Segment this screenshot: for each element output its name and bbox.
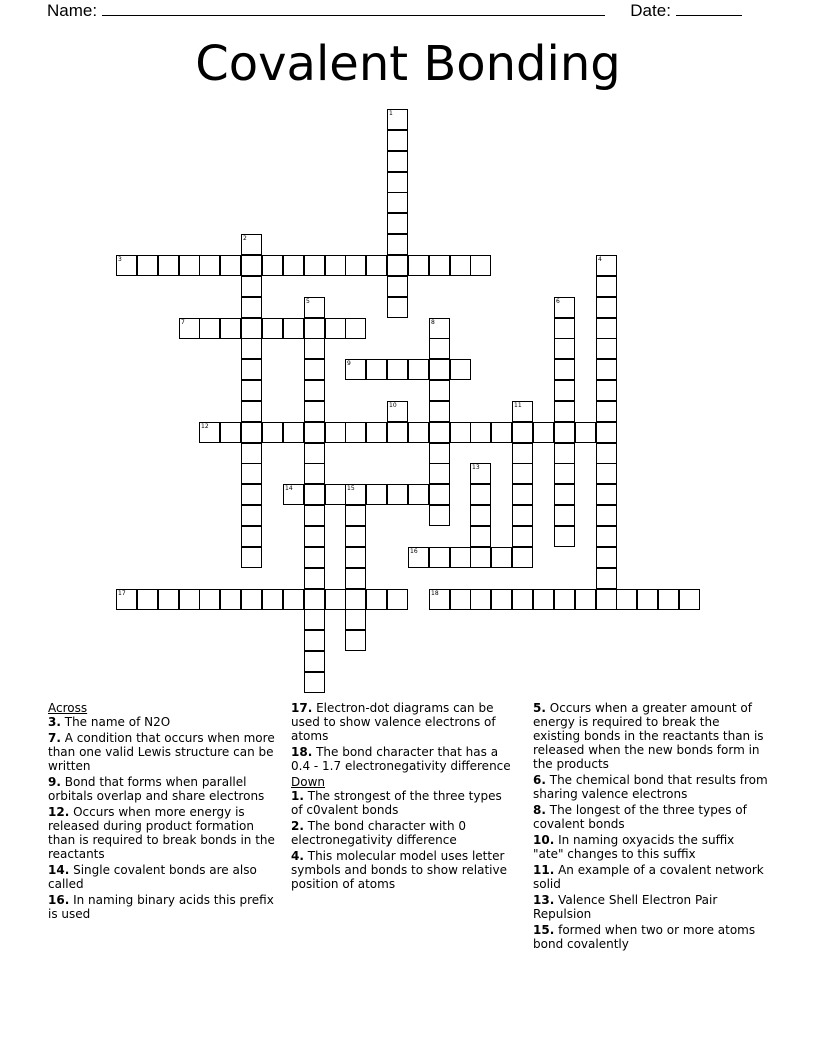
crossword-cell[interactable] (554, 297, 575, 318)
crossword-cell[interactable] (533, 589, 554, 610)
crossword-cell[interactable] (450, 359, 471, 380)
clue-column-3 (533, 701, 768, 953)
crossword-cell[interactable] (408, 547, 429, 568)
clue-across-12: 12. Occurs when more energy is released during product formation than is required to break bonds in the reactants (48, 805, 275, 861)
crossword-cell[interactable] (325, 484, 346, 505)
crossword-cell[interactable] (596, 380, 617, 401)
clue-down-2: 2. The bond character with 0 electronegativity difference (291, 819, 467, 847)
clue-number: 2 (243, 235, 247, 242)
crossword-cell[interactable] (283, 255, 304, 276)
across-heading: Across (48, 701, 88, 715)
crossword-cell[interactable] (220, 255, 241, 276)
crossword-cell[interactable] (158, 589, 179, 610)
crossword-cell[interactable] (429, 255, 450, 276)
crossword-cell[interactable] (241, 463, 262, 484)
crossword-cell[interactable] (283, 422, 304, 443)
crossword-cell[interactable] (429, 422, 450, 443)
crossword-cell[interactable] (575, 589, 596, 610)
crossword-cell[interactable] (304, 672, 325, 693)
crossword-cell[interactable] (387, 401, 408, 422)
crossword-cell[interactable] (325, 422, 346, 443)
crossword-cell[interactable] (491, 422, 512, 443)
crossword-cell[interactable] (304, 609, 325, 630)
crossword-cell[interactable] (429, 589, 450, 610)
crossword-cell[interactable] (304, 526, 325, 547)
clue-number: 12 (201, 423, 209, 430)
crossword-cell[interactable] (241, 401, 262, 422)
crossword-cell[interactable] (137, 589, 158, 610)
crossword-cell[interactable] (345, 609, 366, 630)
clue-number: 18 (431, 590, 439, 597)
crossword-cell[interactable] (262, 318, 283, 339)
crossword-cell[interactable] (241, 338, 262, 359)
crossword-cell[interactable] (596, 338, 617, 359)
crossword-cell[interactable] (304, 338, 325, 359)
crossword-cell[interactable] (241, 297, 262, 318)
crossword-cell[interactable] (387, 255, 408, 276)
down-heading: Down (291, 775, 326, 789)
crossword-cell[interactable] (429, 505, 450, 526)
crossword-cell[interactable] (345, 318, 366, 339)
crossword-cell[interactable] (304, 589, 325, 610)
crossword-cell[interactable] (179, 318, 200, 339)
crossword-cell[interactable] (199, 422, 220, 443)
crossword-cell[interactable] (554, 359, 575, 380)
crossword-cell[interactable] (408, 422, 429, 443)
crossword-cell[interactable] (554, 526, 575, 547)
crossword-cell[interactable] (596, 443, 617, 464)
crossword-cell[interactable] (325, 255, 346, 276)
clue-across-17: 17. Electron-dot diagrams can be used to show valence electrons of atoms (291, 701, 496, 743)
clue-number: 16 (410, 548, 418, 555)
crossword-cell[interactable] (345, 359, 366, 380)
clue-number: 17 (118, 590, 126, 597)
crossword-cell[interactable] (408, 255, 429, 276)
crossword-cell[interactable] (450, 589, 471, 610)
crossword-cell[interactable] (470, 422, 491, 443)
clue-number: 3 (118, 256, 122, 263)
clue-down-15: 15. formed when two or more atoms bond covalently (533, 923, 756, 951)
clue-number: 13 (472, 464, 480, 471)
crossword-cell[interactable] (470, 484, 491, 505)
crossword-cell[interactable] (554, 338, 575, 359)
page-title: Covalent Bonding (195, 36, 621, 92)
crossword-cell[interactable] (450, 255, 471, 276)
clue-number: 5 (306, 298, 310, 305)
crossword-cell[interactable] (158, 255, 179, 276)
crossword-cell[interactable] (512, 463, 533, 484)
crossword-cell[interactable] (241, 276, 262, 297)
clue-number: 10 (389, 402, 397, 409)
crossword-cell[interactable] (429, 338, 450, 359)
crossword-cell[interactable] (408, 484, 429, 505)
crossword-cell[interactable] (387, 276, 408, 297)
crossword-cell[interactable] (304, 484, 325, 505)
crossword-cell[interactable] (450, 422, 471, 443)
clue-number: 8 (431, 319, 435, 326)
crossword-cell[interactable] (304, 547, 325, 568)
crossword-cell[interactable] (616, 589, 637, 610)
clue-down-10: 10. In naming oxyacids the suffix "ate" changes to this suffix (533, 833, 735, 861)
clue-number: 1 (389, 110, 393, 117)
crossword-cell[interactable] (554, 318, 575, 339)
clue-number: 6 (556, 298, 560, 305)
clue-down-4: 4. This molecular model uses letter symbols and bonds to show relative position of atoms (291, 849, 507, 891)
crossword-cell[interactable] (241, 589, 262, 610)
crossword-cell[interactable] (596, 526, 617, 547)
crossword-cell[interactable] (387, 359, 408, 380)
crossword-cell[interactable] (241, 255, 262, 276)
crossword-cell[interactable] (596, 255, 617, 276)
clue-down-5: 5. Occurs when a greater amount of energy is required to break the existing bonds in the reactants than is released when the new bonds form in the products (533, 701, 764, 771)
crossword-cell[interactable] (241, 547, 262, 568)
crossword-cell[interactable] (387, 151, 408, 172)
crossword-cell[interactable] (512, 505, 533, 526)
crossword-cell[interactable] (387, 213, 408, 234)
date-label: Date: (630, 1, 671, 20)
crossword-cell[interactable] (470, 589, 491, 610)
clue-across-14: 14. Single covalent bonds are also called (48, 863, 257, 891)
crossword-cell[interactable] (304, 630, 325, 651)
crossword-cell[interactable] (199, 589, 220, 610)
crossword-cell[interactable] (429, 318, 450, 339)
crossword-cell[interactable] (220, 422, 241, 443)
crossword-cell[interactable] (429, 401, 450, 422)
crossword-cell[interactable] (512, 526, 533, 547)
crossword-cell[interactable] (241, 359, 262, 380)
crossword-cell[interactable] (470, 505, 491, 526)
crossword-cell[interactable] (387, 172, 408, 193)
crossword-cell[interactable] (387, 130, 408, 151)
crossword-cell[interactable] (304, 463, 325, 484)
crossword-cell[interactable] (304, 443, 325, 464)
crossword-cell[interactable] (366, 589, 387, 610)
crossword-cell[interactable] (387, 484, 408, 505)
crossword-cell[interactable] (304, 401, 325, 422)
crossword-cell[interactable] (179, 589, 200, 610)
crossword-cell[interactable] (325, 589, 346, 610)
clue-across-7: 7. A condition that occurs when more than one valid Lewis structure can be written (48, 731, 275, 773)
crossword-cell[interactable] (429, 547, 450, 568)
crossword-cell[interactable] (304, 568, 325, 589)
clue-across-16: 16. In naming binary acids this prefix is used (48, 893, 274, 921)
crossword-cell[interactable] (387, 234, 408, 255)
crossword-cell[interactable] (596, 505, 617, 526)
crossword-cell[interactable] (137, 255, 158, 276)
crossword-cell[interactable] (512, 589, 533, 610)
crossword-cell[interactable] (429, 484, 450, 505)
crossword-cell[interactable] (596, 422, 617, 443)
crossword-cell[interactable] (304, 505, 325, 526)
crossword-cell[interactable] (241, 443, 262, 464)
crossword-cell[interactable] (283, 318, 304, 339)
crossword-cell[interactable] (345, 505, 366, 526)
crossword-cell[interactable] (596, 463, 617, 484)
clue-down-8: 8. The longest of the three types of covalent bonds (533, 803, 747, 831)
crossword-cell[interactable] (241, 234, 262, 255)
clue-number: 7 (181, 319, 185, 326)
crossword-cell[interactable] (345, 255, 366, 276)
crossword-cell[interactable] (554, 505, 575, 526)
clue-down-6: 6. The chemical bond that results from sharing valence electrons (533, 773, 768, 801)
crossword-cell[interactable] (366, 359, 387, 380)
crossword-cell[interactable] (304, 422, 325, 443)
crossword-cell[interactable] (241, 422, 262, 443)
crossword-cell[interactable] (554, 401, 575, 422)
crossword-cell[interactable] (345, 630, 366, 651)
clue-column-1 (48, 701, 280, 923)
crossword-cell[interactable] (304, 359, 325, 380)
crossword-cell[interactable] (554, 422, 575, 443)
crossword-cell[interactable] (491, 589, 512, 610)
crossword-cell[interactable] (596, 589, 617, 610)
clue-across-18: 18. The bond character that has a 0.4 - 1.7 electronegativity difference (291, 745, 511, 773)
crossword-cell[interactable] (679, 589, 700, 610)
crossword-cell[interactable] (554, 484, 575, 505)
clue-across-3: 3. The name of N2O (48, 715, 171, 729)
crossword-cell[interactable] (596, 547, 617, 568)
crossword-cell[interactable] (199, 255, 220, 276)
crossword-cell[interactable] (366, 255, 387, 276)
crossword-cell[interactable] (470, 255, 491, 276)
name-label: Name: (47, 1, 98, 20)
crossword-cell[interactable] (596, 318, 617, 339)
crossword-cell[interactable] (554, 463, 575, 484)
crossword-cell[interactable] (554, 443, 575, 464)
clue-number: 14 (285, 485, 293, 492)
crossword-cell[interactable] (262, 255, 283, 276)
clue-number: 9 (347, 360, 351, 367)
crossword-cell[interactable] (116, 255, 137, 276)
crossword-cell[interactable] (345, 589, 366, 610)
crossword-cell[interactable] (262, 422, 283, 443)
clue-number: 4 (598, 256, 602, 263)
crossword-cell[interactable] (533, 422, 554, 443)
clue-down-1: 1. The strongest of the three types of c0valent bonds (291, 789, 502, 817)
crossword-cell[interactable] (596, 276, 617, 297)
crossword-cell[interactable] (345, 484, 366, 505)
crossword-cell[interactable] (345, 526, 366, 547)
crossword-cell[interactable] (512, 484, 533, 505)
crossword-cell[interactable] (596, 297, 617, 318)
clue-down-11: 11. An example of a covalent network solid (533, 863, 764, 891)
crossword-cell[interactable] (429, 359, 450, 380)
crossword-cell[interactable] (387, 109, 408, 130)
crossword-cell[interactable] (199, 318, 220, 339)
crossword-cell[interactable] (325, 318, 346, 339)
clue-across-9: 9. Bond that forms when parallel orbitals overlap and share electrons (48, 775, 265, 803)
crossword-cell[interactable] (387, 589, 408, 610)
clue-down-13: 13. Valence Shell Electron Pair Repulsion (533, 893, 718, 921)
crossword-cell[interactable] (596, 568, 617, 589)
crossword-cell[interactable] (512, 401, 533, 422)
crossword-cell[interactable] (470, 463, 491, 484)
crossword-cell[interactable] (470, 547, 491, 568)
crossword-cell[interactable] (637, 589, 658, 610)
crossword-cell[interactable] (512, 422, 533, 443)
crossword-cell[interactable] (387, 192, 408, 213)
crossword-cell[interactable] (241, 318, 262, 339)
crossword-cell[interactable] (387, 422, 408, 443)
crossword-cell[interactable] (366, 422, 387, 443)
crossword-cell[interactable] (429, 463, 450, 484)
crossword-cell[interactable] (450, 547, 471, 568)
crossword-cell[interactable] (429, 443, 450, 464)
crossword-cell[interactable] (304, 318, 325, 339)
crossword-cell[interactable] (512, 443, 533, 464)
crossword-cell[interactable] (596, 359, 617, 380)
crossword-cell[interactable] (283, 589, 304, 610)
clue-number: 15 (347, 485, 355, 492)
crossword-cell[interactable] (345, 568, 366, 589)
crossword-cell[interactable] (470, 526, 491, 547)
clue-number: 11 (514, 402, 522, 409)
crossword-cell[interactable] (387, 297, 408, 318)
crossword-cell[interactable] (429, 380, 450, 401)
crossword-cell[interactable] (116, 589, 137, 610)
crossword-cell[interactable] (304, 651, 325, 672)
crossword-cell[interactable] (179, 255, 200, 276)
crossword-cell[interactable] (345, 422, 366, 443)
crossword-cell[interactable] (596, 484, 617, 505)
crossword-cell[interactable] (596, 401, 617, 422)
crossword-cell[interactable] (241, 526, 262, 547)
crossword-cell[interactable] (554, 589, 575, 610)
crossword-cell[interactable] (220, 589, 241, 610)
crossword-cell[interactable] (366, 484, 387, 505)
crossword-cell[interactable] (304, 297, 325, 318)
crossword-cell[interactable] (345, 547, 366, 568)
crossword-cell[interactable] (241, 505, 262, 526)
crossword-cell[interactable] (408, 359, 429, 380)
crossword-cell[interactable] (241, 380, 262, 401)
crossword-cell[interactable] (304, 380, 325, 401)
crossword-cell[interactable] (658, 589, 679, 610)
crossword-cell[interactable] (512, 547, 533, 568)
crossword-cell[interactable] (262, 589, 283, 610)
crossword-cell[interactable] (575, 422, 596, 443)
crossword-cell[interactable] (241, 484, 262, 505)
crossword-cell[interactable] (220, 318, 241, 339)
crossword-cell[interactable] (304, 255, 325, 276)
crossword-cell[interactable] (283, 484, 304, 505)
crossword-cell[interactable] (491, 547, 512, 568)
clue-column-2 (291, 701, 516, 893)
crossword-cell[interactable] (554, 380, 575, 401)
